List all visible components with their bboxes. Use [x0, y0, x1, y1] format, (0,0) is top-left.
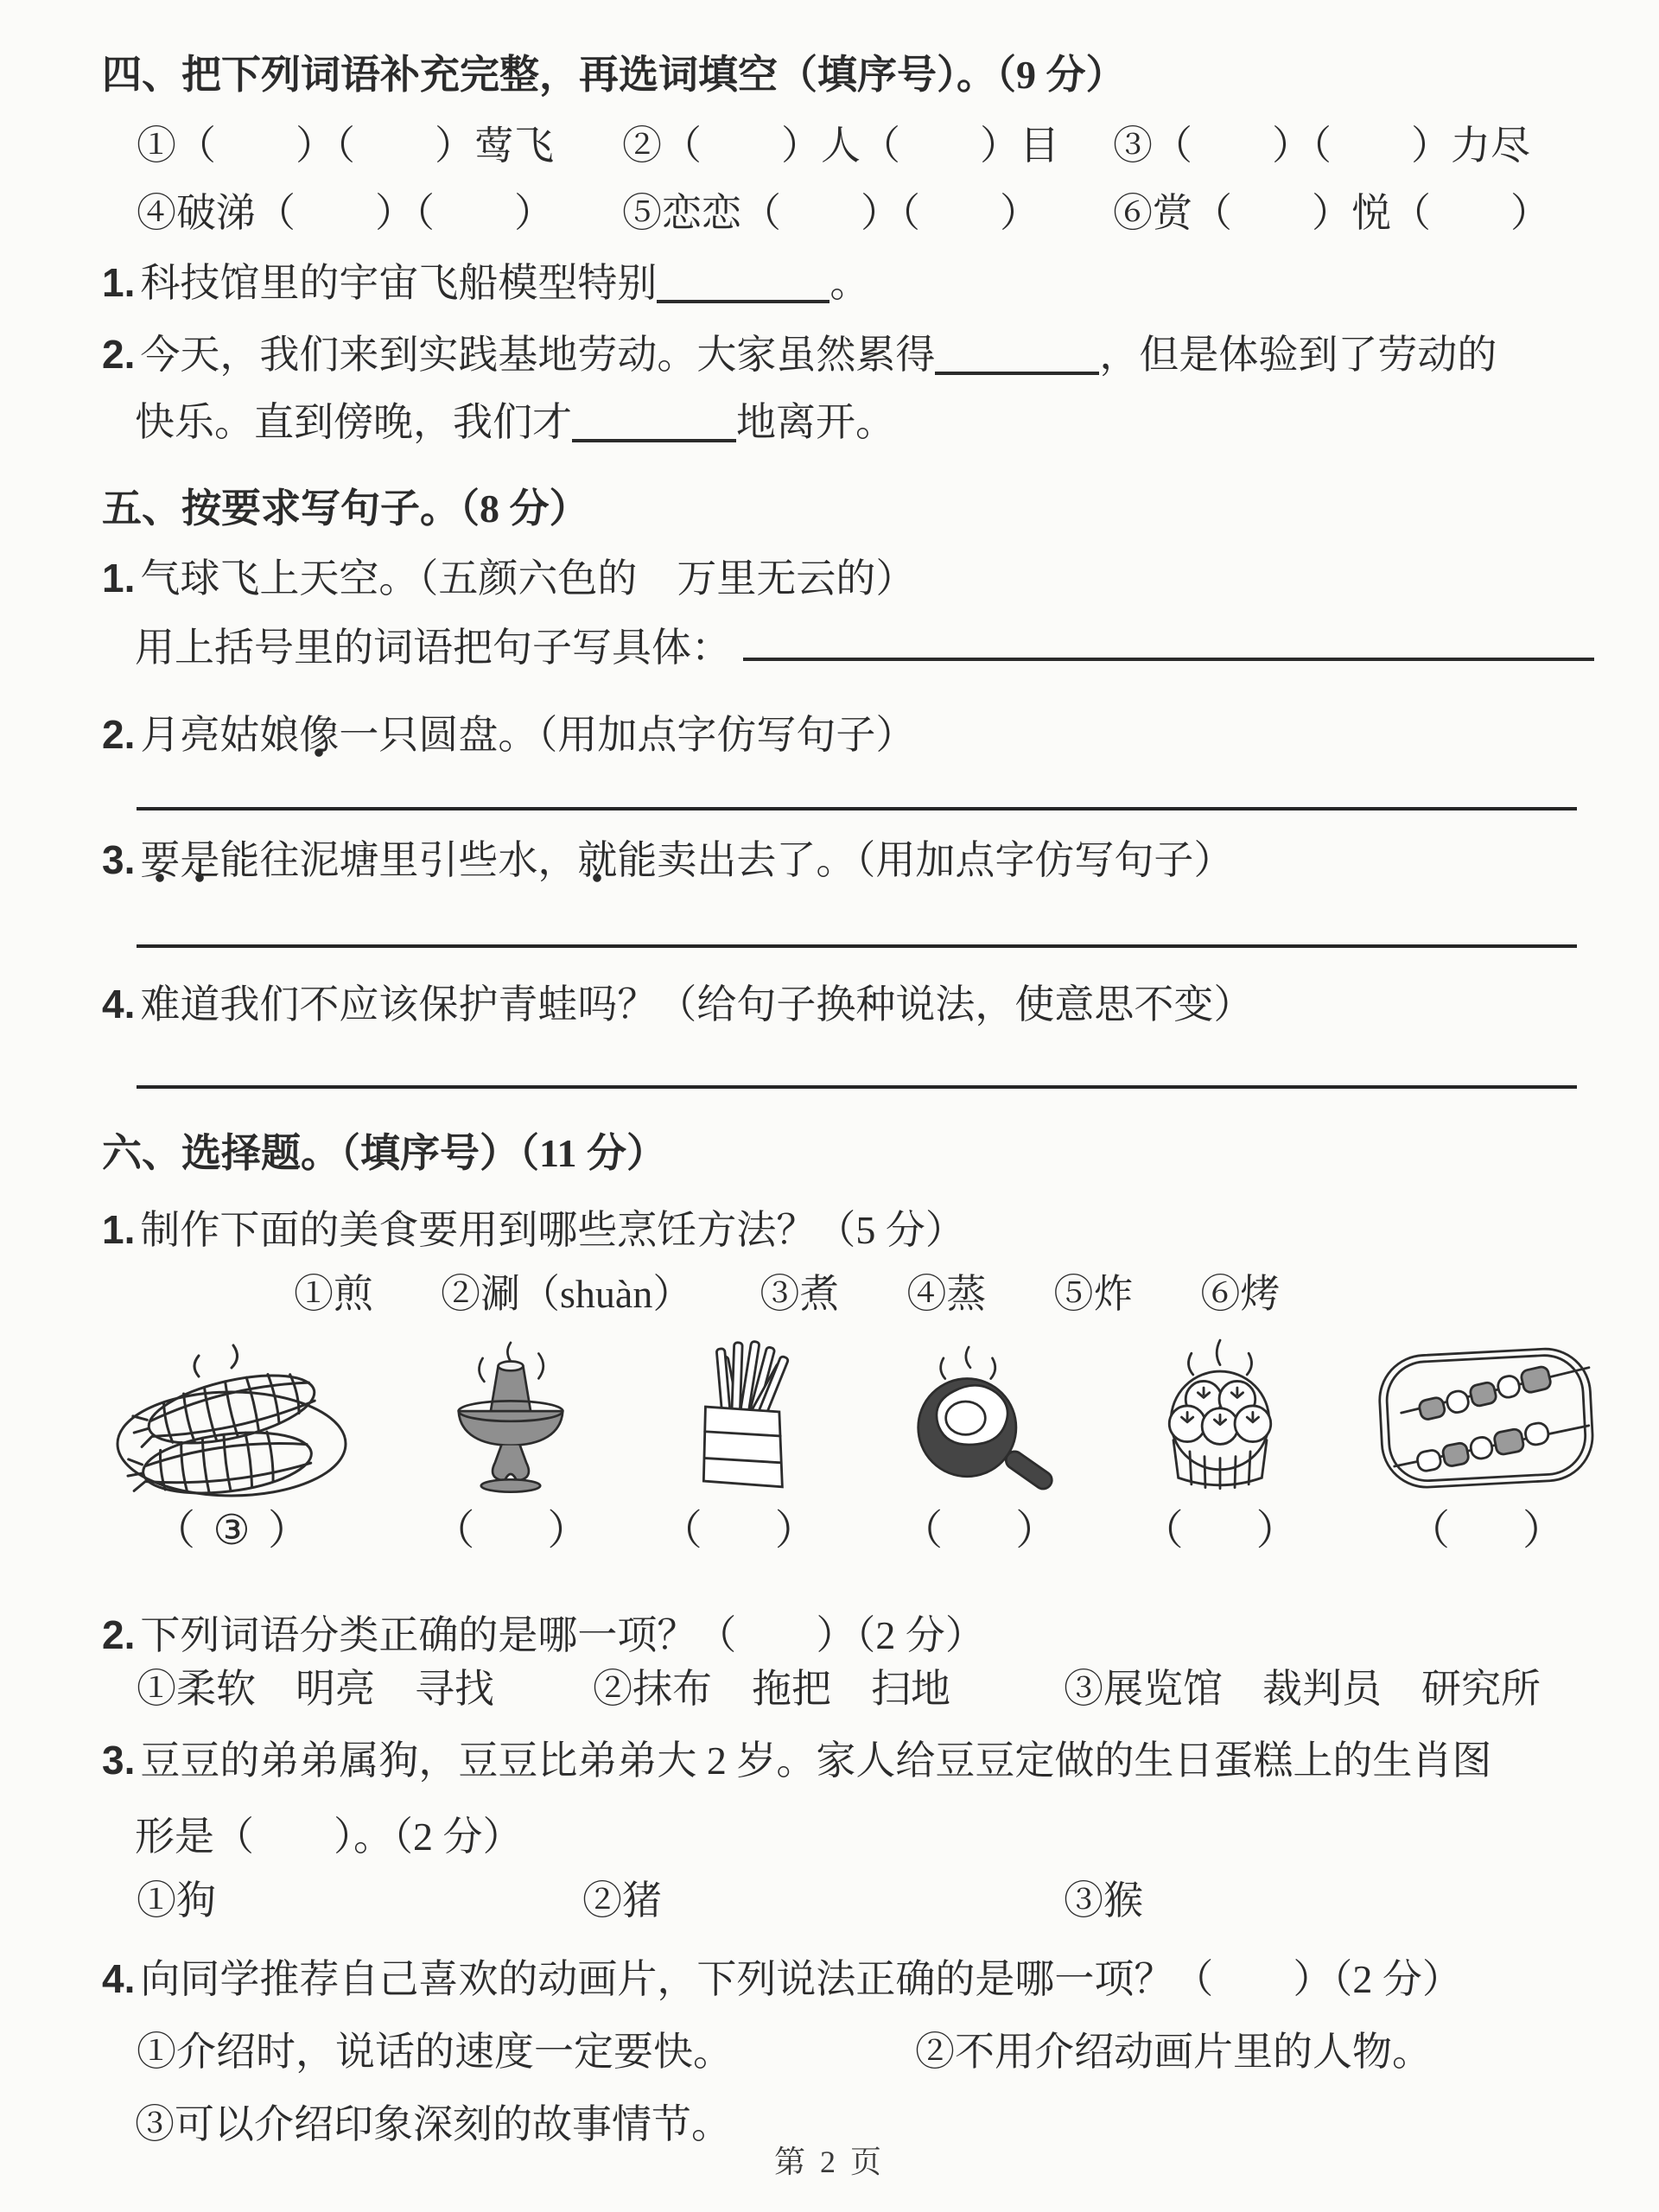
section4-fill1: [102, 256, 1603, 310]
q1-text: 制作下面的美食要用到哪些烹饪方法？（5 分）: [140, 1208, 965, 1252]
fill2-text4: 地离开。: [736, 400, 895, 444]
option-item: ②不用介绍动画片里的人物。: [915, 2030, 1432, 2074]
word-blank-item: ②（ ）人（ ）目: [622, 124, 1059, 168]
food-answer-parens: （ ）: [660, 1508, 817, 1554]
section4-title: 四、把下列词语补充完整，再选词填空（填序号）。（9 分）: [102, 53, 1126, 97]
section5-q4: [102, 977, 1603, 1032]
answer-write-line: [137, 807, 1577, 810]
section5-q2: [102, 708, 1603, 762]
answer-write-line: [743, 623, 1594, 661]
method-label: ①煎: [294, 1272, 373, 1316]
cooking-methods-row: [294, 1268, 1603, 1321]
item-number: 2.: [102, 712, 136, 757]
section6-q4-options-row1: [137, 2025, 1603, 2079]
section6-q4: [102, 1952, 1603, 2006]
item-number: 2.: [102, 332, 136, 377]
option-item: ②猪: [582, 1878, 662, 1923]
option-item: ①狗: [137, 1878, 216, 1923]
food-answer-value: ③: [213, 1508, 251, 1554]
footer-page-number: 第 2 页: [773, 2145, 885, 2179]
item-number: 2.: [102, 1612, 136, 1657]
word-blank-item: ④破涕（ ）（ ）: [137, 191, 554, 235]
fill2-blank-line-2: [572, 401, 736, 442]
food-cell-fried-egg: [888, 1333, 1070, 1556]
section4-fill2-line2: [135, 396, 1603, 449]
q3-text2: 形是（ ）。（2 分）: [135, 1815, 523, 1859]
fries-icon: [661, 1333, 817, 1506]
food-cell-steamed-buns: [1142, 1333, 1298, 1556]
option-item: ①柔软 明亮 寻找: [137, 1667, 494, 1711]
q1-sentence: 气球飞上天空。（五颜六色的 万里无云的）: [140, 556, 916, 601]
food-cell-hotpot: [433, 1333, 588, 1556]
method-label: ⑤炸: [1053, 1272, 1134, 1316]
q1-prompt: 用上括号里的词语把句子写具体：: [135, 626, 731, 670]
section6-q3-line1: [102, 1733, 1603, 1788]
option-item: ②抹布 拖把 扫地: [593, 1667, 950, 1711]
q3-dotted-word: 要是: [140, 838, 220, 882]
item-number: 3.: [102, 1738, 136, 1783]
section6-q1: [102, 1203, 1603, 1257]
section4-word-row-2: [137, 187, 1603, 240]
fill2-blank-line-1: [935, 334, 1099, 375]
option-item: ①介绍时，说话的速度一定要快。: [137, 2030, 733, 2074]
option-item: ③可以介绍印象深刻的故事情节。: [135, 2102, 731, 2146]
food-answer-parens: （ ）: [1141, 1508, 1298, 1554]
skewers-icon: [1370, 1333, 1603, 1506]
section6-title: 六、选择题。（填序号）（11 分）: [102, 1131, 666, 1175]
option-item: ③猴: [1064, 1878, 1143, 1923]
q3-text: 能卖出去了。（用加点字仿写句子）: [617, 838, 1234, 882]
item-number: 1.: [102, 556, 136, 601]
q3-text1: 豆豆的弟弟属狗，豆豆比弟弟大 2 岁。家人给豆豆定做的生日蛋糕上的生肖图: [140, 1738, 1492, 1783]
word-blank-item: ⑤恋恋（ ）（ ）: [622, 191, 1039, 235]
method-label: ③煮: [760, 1272, 840, 1316]
method-label: ④蒸: [906, 1272, 987, 1316]
option-item: ③展览馆 裁判员 研究所: [1064, 1667, 1541, 1711]
word-blank-item: ①（ ）（ ）莺飞: [137, 124, 554, 168]
method-label: ⑥烤: [1200, 1272, 1281, 1316]
food-cell-skewers: [1370, 1333, 1603, 1556]
section4-fill2-line1: [102, 327, 1603, 382]
word-blank-item: ⑥赏（ ）悦（ ）: [1113, 191, 1550, 235]
fill2-text1: 今天，我们来到实践基地劳动。大家虽然累得: [140, 333, 936, 377]
section6-q3-options: [137, 1874, 1603, 1928]
fill1-blank-line: [657, 262, 830, 303]
item-number: 4.: [102, 982, 136, 1027]
item-number: 1.: [102, 1207, 136, 1252]
corn-icon: [102, 1333, 361, 1506]
food-answer-parens: （ ）: [901, 1508, 1058, 1554]
q4-text: 向同学推荐自己喜欢的动画片，下列说法正确的是哪一项？（ ）（2 分）: [140, 1957, 1462, 2001]
item-number: 3.: [102, 837, 136, 882]
item-number: 1.: [102, 260, 136, 305]
section6-q2: [102, 1608, 1603, 1662]
fill2-text2: ，但是体验到了劳动的: [1099, 333, 1497, 377]
method-label: ②涮（shuàn）: [441, 1272, 693, 1316]
q3-text: 能往泥塘里引些水，: [219, 838, 578, 882]
fill1-period: 。: [830, 261, 870, 305]
fill1-text: 科技馆里的宇宙飞船模型特别: [140, 261, 658, 305]
food-answer-parens: （ ）: [433, 1508, 589, 1554]
answer-write-line: [137, 944, 1577, 948]
food-cell-corn: [102, 1333, 361, 1556]
q2-text: 一只圆盘。（用加点字仿写句子）: [339, 713, 916, 757]
section5-q3: [102, 833, 1603, 887]
food-answer-parens: （ ③ ）: [154, 1506, 309, 1556]
q4-text: 难道我们不应该保护青蛙吗？（给句子换种说法，使意思不变）: [140, 982, 1254, 1027]
hotpot-icon: [433, 1333, 588, 1506]
food-cell-fries: [661, 1333, 817, 1556]
answer-write-line: [137, 1085, 1577, 1089]
q2-dotted-word: 像: [299, 713, 340, 757]
q2-text: 月亮姑娘: [140, 713, 300, 757]
section5-q1-line2: [135, 621, 1603, 675]
section5-q1-line1: [102, 551, 1603, 606]
q2-text: 下列词语分类正确的是哪一项？（ ）（2 分）: [140, 1613, 985, 1657]
steamed-buns-icon: [1142, 1333, 1298, 1506]
section4-word-row-1: [137, 119, 1603, 173]
section6-q3-line2: [135, 1810, 1603, 1864]
section6-q2-options: [137, 1662, 1603, 1716]
food-answer-parens: （ ）: [1408, 1508, 1564, 1554]
word-blank-item: ③（ ）（ ）力尽: [1113, 124, 1530, 168]
fill2-text3: 快乐。直到傍晚，我们才: [135, 400, 572, 444]
fried-egg-icon: [888, 1333, 1070, 1506]
item-number: 4.: [102, 1956, 136, 2001]
food-images-row: [102, 1333, 1603, 1556]
section5-title: 五、按要求写句子。（8 分）: [102, 486, 589, 531]
q3-dotted-word: 就: [577, 838, 618, 882]
